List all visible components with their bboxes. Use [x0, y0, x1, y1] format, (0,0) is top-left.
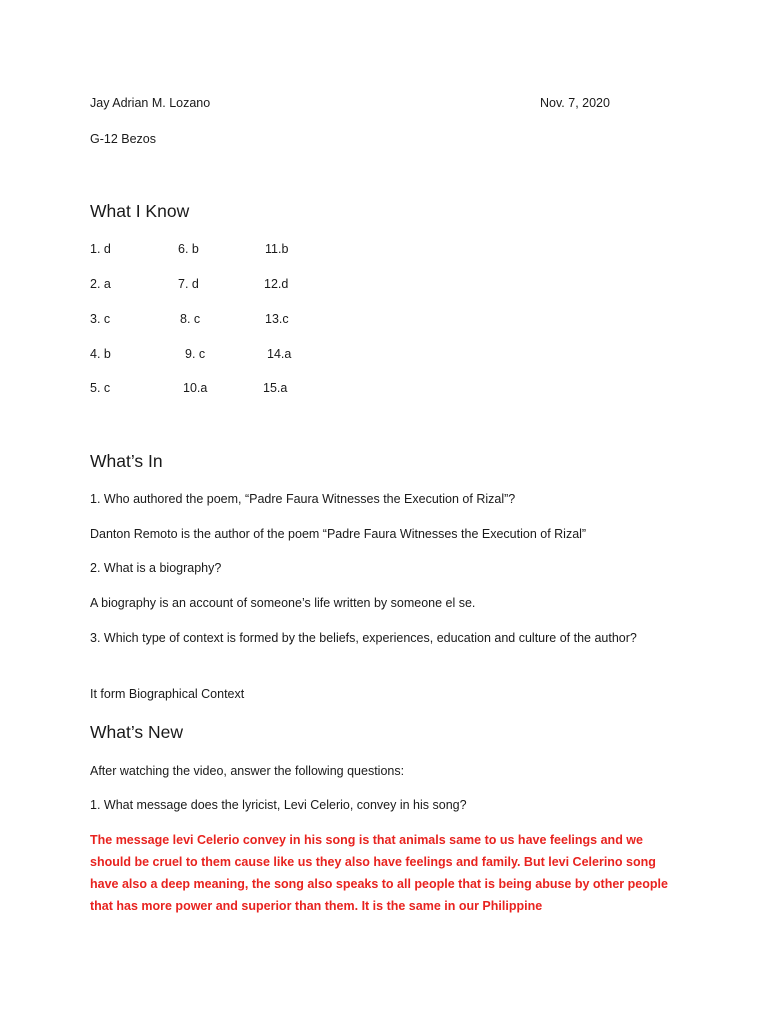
whats-new-heading: What’s New	[90, 722, 184, 742]
answer-cell: 11.b	[265, 242, 289, 256]
whats-in-heading: What’s In	[90, 451, 163, 471]
answer-cell: 3. c	[90, 312, 111, 326]
answer-cell: 15.a	[263, 381, 288, 395]
answer-cell: 1. d	[90, 242, 111, 256]
student-name: Jay Adrian M. Lozano	[90, 96, 211, 110]
answer-cell: 12.d	[264, 277, 289, 291]
answer-cell: 8. c	[180, 312, 201, 326]
answer-cell: 6. b	[178, 242, 199, 256]
student-section: G-12 Bezos	[90, 132, 157, 146]
answer-cell: 2. a	[90, 277, 111, 291]
answer-cell: 13.c	[265, 312, 289, 326]
answer-cell: 10.a	[183, 381, 208, 395]
question-text: 2. What is a biography?	[90, 561, 222, 575]
answer-text: It form Biographical Context	[90, 687, 245, 701]
answer-cell: 9. c	[185, 347, 206, 361]
answer-text: The message levi Celerio convey in his song is that animals same to us have feelings and we should be cruel to them cause like us they also have feelings and family. But levi Celerino song have also a deep meaning, the song also speaks to all people that is being abuse by other people that has more power and superior than them. It is the same in our Philippine	[90, 833, 668, 913]
answer-cell: 4. b	[90, 347, 111, 361]
answer-text: Danton Remoto is the author of the poem “Padre Faura Witnesses the Execution of Rizal”	[90, 527, 587, 541]
answer-cell: 14.a	[267, 347, 292, 361]
question-text: 1. What message does the lyricist, Levi Celerio, convey in his song?	[90, 798, 467, 812]
instruction-text: After watching the video, answer the following questions:	[90, 764, 405, 778]
answer-cell: 7. d	[178, 277, 199, 291]
document-date: Nov. 7, 2020	[540, 96, 610, 110]
question-text: 1. Who authored the poem, “Padre Faura Witnesses the Execution of Rizal”?	[90, 492, 516, 506]
answer-text: A biography is an account of someone’s life written by someone el se.	[90, 596, 476, 610]
answer-cell: 5. c	[90, 381, 111, 395]
question-text: 3. Which type of context is formed by the beliefs, experiences, education and culture of the author?	[90, 631, 637, 645]
what-i-know-heading: What I Know	[90, 201, 190, 221]
